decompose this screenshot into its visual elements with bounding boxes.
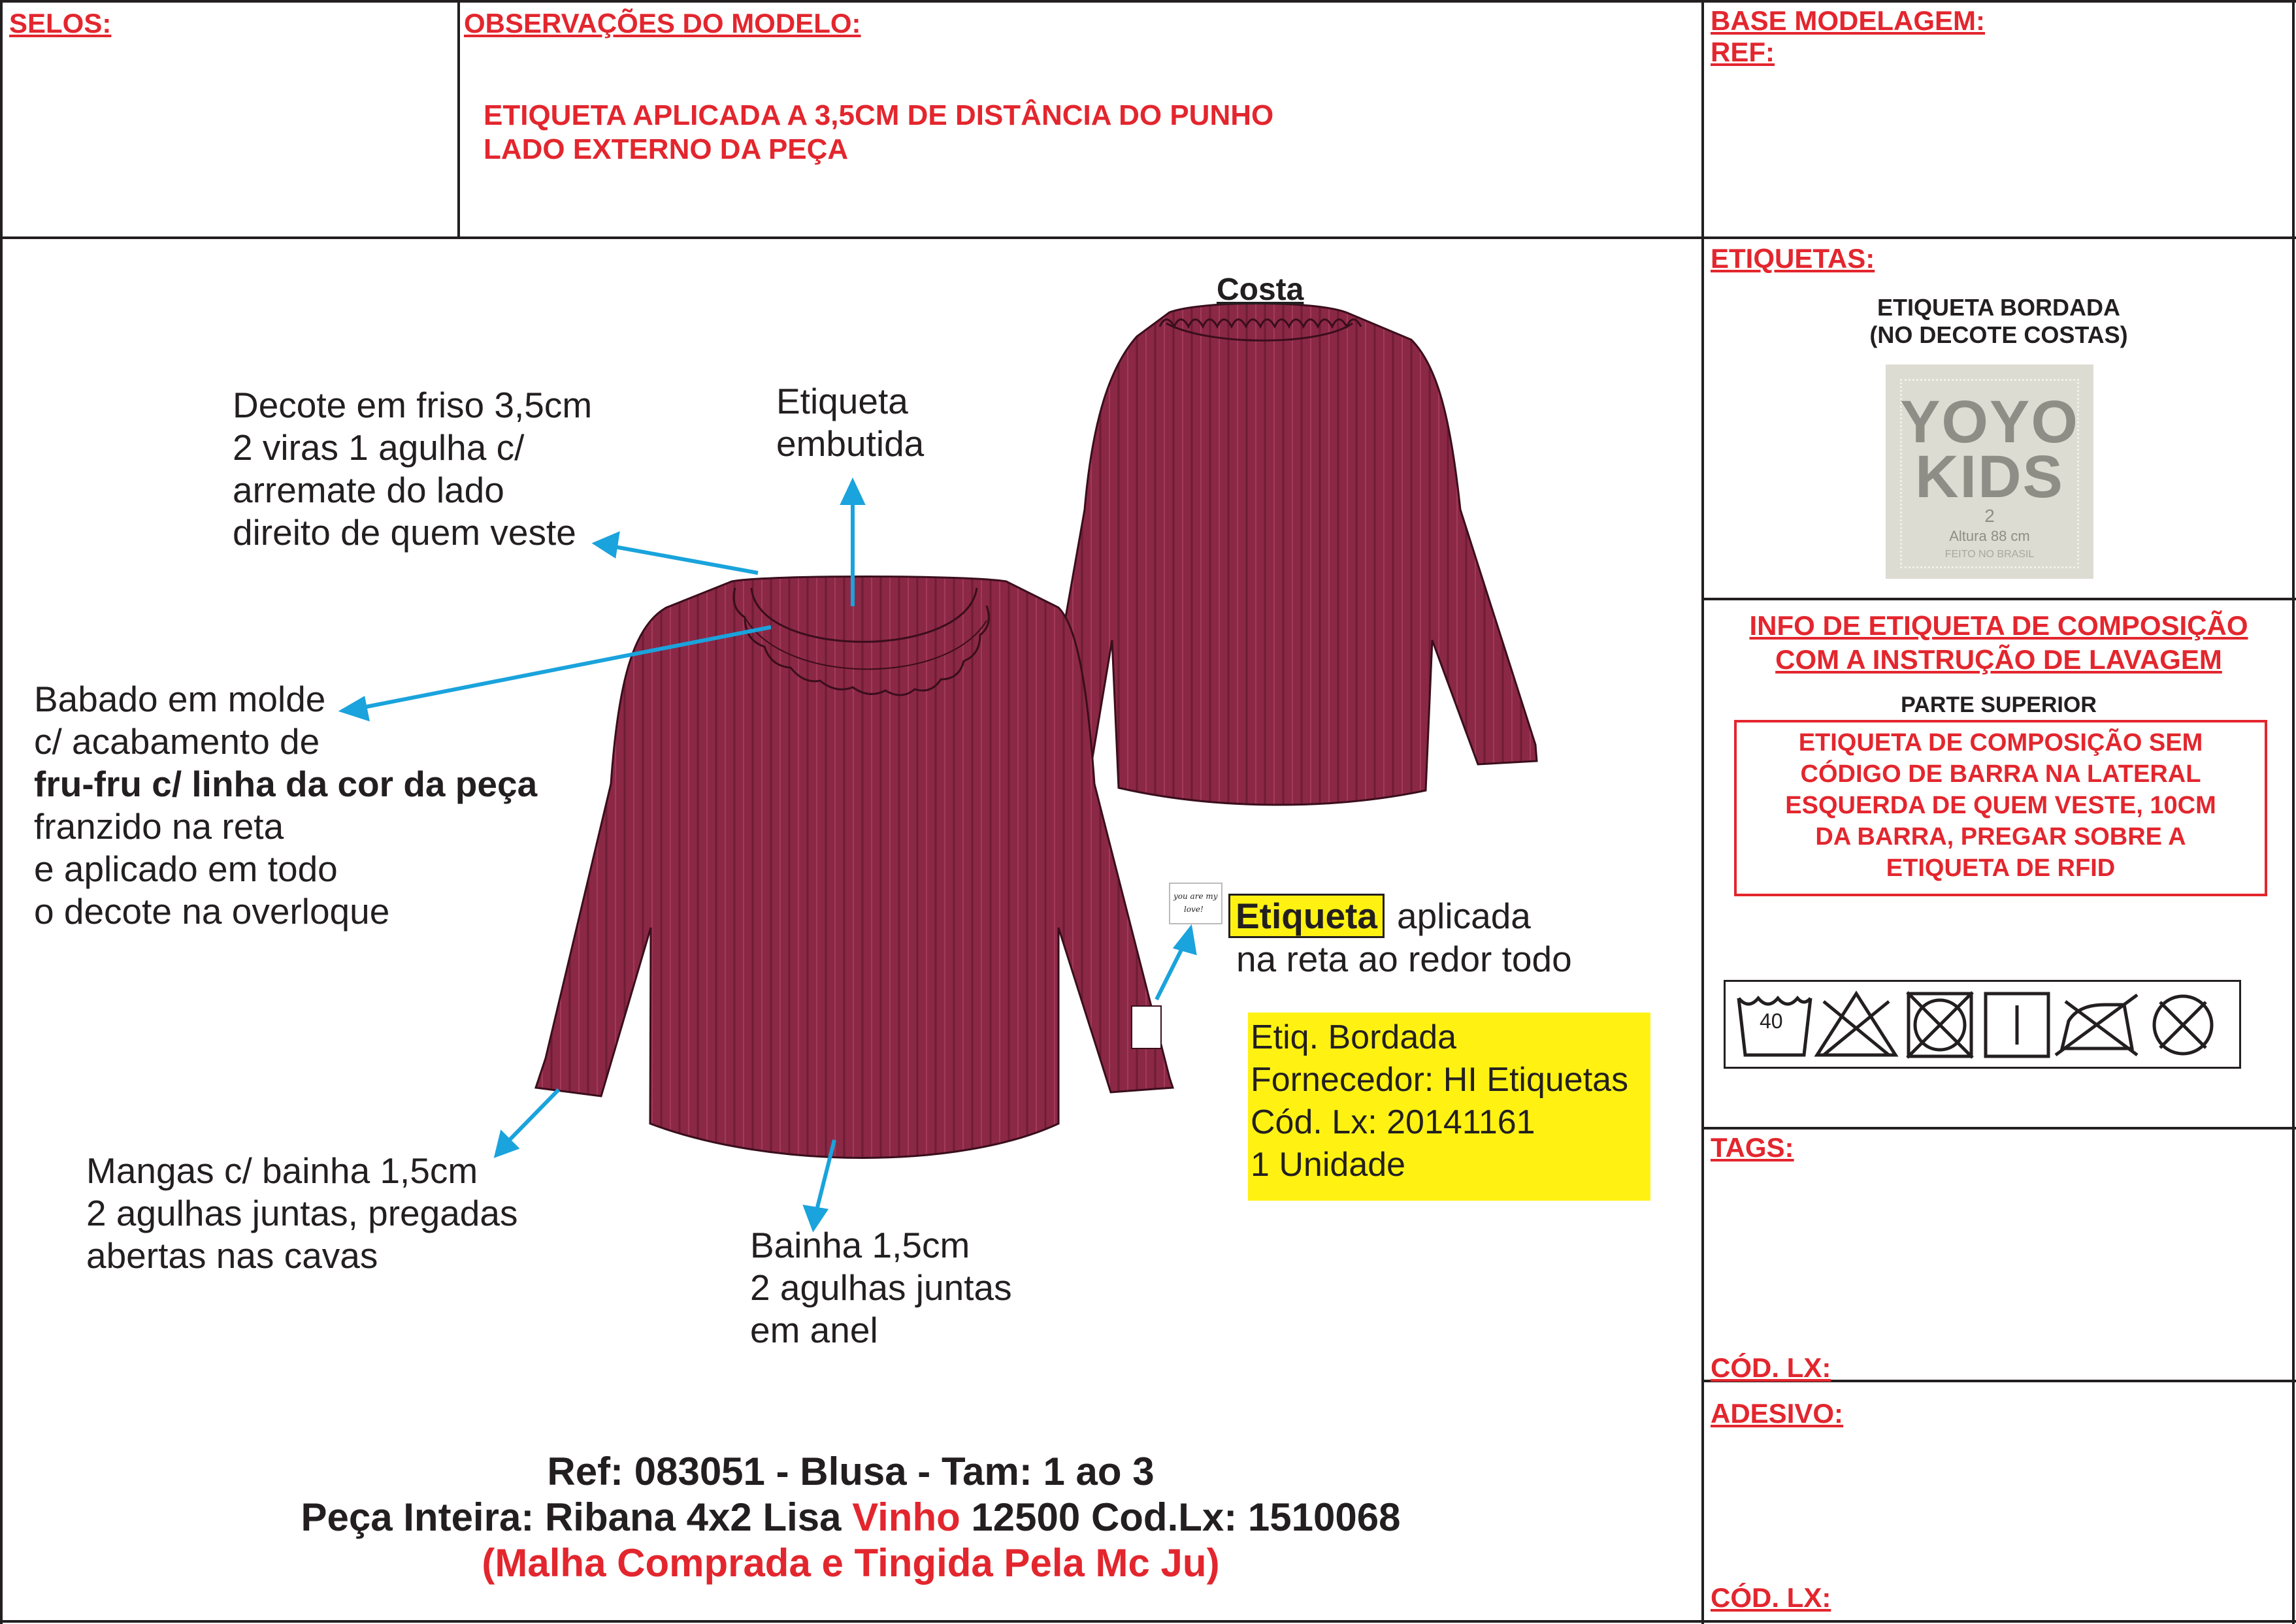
footer-fabric-color: Vinho [852, 1495, 960, 1539]
brand-label-image [1886, 365, 2093, 579]
wash-temp-label: 40 [1760, 1009, 1783, 1033]
footer-ref-line: Ref: 083051 - Blusa - Tam: 1 ao 3 [547, 1450, 1155, 1493]
babado-note-line: c/ acabamento de [34, 721, 320, 762]
bainha-note [750, 1224, 1012, 1352]
etiqueta-embutida-note [776, 380, 924, 465]
no-dry-clean-icon [2154, 996, 2212, 1054]
etiquetas-label: ETIQUETAS: [1711, 243, 1875, 274]
line-dry-icon [1986, 994, 2048, 1056]
composicao-line: CÓDIGO DE BARRA NA LATERAL [1800, 760, 2201, 788]
care-symbols [1726, 982, 2239, 1067]
base-modelagem-label: BASE MODELAGEM: [1711, 5, 1985, 36]
footer-fabric-prefix: Peça Inteira: Ribana 4x2 Lisa [301, 1495, 853, 1539]
decote-note-line: 2 viras 1 agulha c/ [233, 427, 525, 468]
etiqueta-aplicada-sample [1170, 883, 1222, 924]
etiq-bordada-line: Etiq. Bordada [1251, 1018, 1457, 1056]
brand-label-made-in: FEITO NO BRASIL [1944, 549, 2035, 560]
bainha-note-line: Bainha 1,5cm [750, 1225, 970, 1265]
etiqueta-bordada-title-1: ETIQUETA BORDADA [1877, 294, 2120, 321]
no-bleach-icon [1817, 994, 1895, 1055]
composicao-line: ETIQUETA DE COMPOSIÇÃO SEM [1798, 729, 2203, 756]
sample-label-text-1: you are my [1173, 892, 1218, 901]
care-symbols-box [1724, 980, 2241, 1069]
decote-note-line: direito de quem veste [233, 512, 576, 553]
decote-note-line: arremate do lado [233, 470, 504, 510]
composicao-line: ESQUERDA DE QUEM VESTE, 10CM [1785, 792, 2216, 819]
babado-note [34, 678, 537, 933]
decote-note [233, 384, 592, 554]
etiq-bordada-box [1248, 1013, 1650, 1201]
bainha-note-line: 2 agulhas juntas [750, 1267, 1012, 1308]
brand-label-kids: KIDS [1915, 444, 2064, 510]
babado-note-line: Babado em molde [34, 679, 326, 719]
composicao-line: DA BARRA, PREGAR SOBRE A [1815, 823, 2186, 851]
mangas-note-line: Mangas c/ bainha 1,5cm [86, 1150, 478, 1191]
info-title-1: INFO DE ETIQUETA DE COMPOSIÇÃO [1749, 610, 2248, 641]
front-view-shirt [536, 577, 1173, 1158]
babado-note-line: o decote na overloque [34, 891, 390, 932]
babado-note-line: e aplicado em todo [34, 849, 338, 889]
composicao-box [1734, 720, 2267, 896]
border-bottom [0, 1620, 2296, 1623]
babado-note-line: franzido na reta [34, 806, 284, 847]
no-tumble-dry-icon [1907, 992, 1973, 1058]
babado-note-line-bold: fru-fru c/ linha da cor da peça [34, 764, 538, 804]
cod-lx-label-2: CÓD. LX: [1711, 1582, 1831, 1613]
back-view-shirt [1045, 304, 1537, 805]
etiq-bordada-line: 1 Unidade [1251, 1146, 1406, 1184]
etiqueta-aplicada-line2: na reta ao redor todo [1236, 939, 1572, 979]
brand-label-height: Altura 88 cm [1949, 528, 2030, 544]
bainha-note-line: em anel [750, 1310, 878, 1350]
tags-label: TAGS: [1711, 1132, 1794, 1163]
etiqueta-embutida-line: Etiqueta [776, 381, 908, 421]
parte-superior-label: PARTE SUPERIOR [1901, 692, 2097, 717]
etiqueta-aplicada-highlight: Etiqueta [1228, 894, 1385, 938]
mangas-note-line: abertas nas cavas [86, 1235, 378, 1276]
ref-label: REF: [1711, 37, 1775, 67]
footer-fabric-suffix: 12500 Cod.Lx: 1510068 [960, 1495, 1401, 1539]
sidebar-divider-info [1701, 1127, 2296, 1129]
no-iron-icon [2056, 995, 2137, 1055]
decote-note-line: Decote em friso 3,5cm [233, 385, 593, 425]
composicao-line: ETIQUETA DE RFID [1886, 854, 2116, 882]
sleeve-label [1132, 1006, 1161, 1048]
etiqueta-embutida-line: embutida [776, 423, 925, 464]
etiqueta-aplicada-rest: aplicada [1397, 896, 1531, 936]
etiq-bordada-line: Cód. Lx: 20141161 [1251, 1103, 1535, 1141]
adesivo-label: ADESIVO: [1711, 1398, 1844, 1429]
selos-label: SELOS: [9, 8, 112, 39]
observacoes-line-1: ETIQUETA APLICADA A 3,5CM DE DISTÂNCIA DO PUNHO [484, 99, 1274, 131]
footer-supplier-line: (Malha Comprada e Tingida Pela Mc Ju) [482, 1541, 1220, 1585]
mangas-note [86, 1150, 517, 1277]
observacoes-label: OBSERVAÇÕES DO MODELO: [464, 8, 861, 39]
footer-fabric-line [0, 1495, 1701, 1540]
brand-label-size: 2 [1984, 506, 1995, 526]
sample-label-text-2: love! [1184, 905, 1204, 914]
observacoes-line-2: LADO EXTERNO DA PEÇA [484, 133, 849, 165]
brand-label-yoyo: YOYO [1900, 389, 2079, 455]
cod-lx-label-1: CÓD. LX: [1711, 1352, 1831, 1383]
info-title-2: COM A INSTRUÇÃO DE LAVAGEM [1775, 644, 2222, 675]
sidebar-divider-etiquetas [1701, 598, 2296, 600]
costa-label: Costa [1217, 272, 1304, 307]
etiqueta-bordada-title-2: (NO DECOTE COSTAS) [1869, 321, 2128, 348]
mangas-note-line: 2 agulhas juntas, pregadas [86, 1193, 518, 1233]
etiq-bordada-line: Fornecedor: HI Etiquetas [1251, 1061, 1629, 1099]
